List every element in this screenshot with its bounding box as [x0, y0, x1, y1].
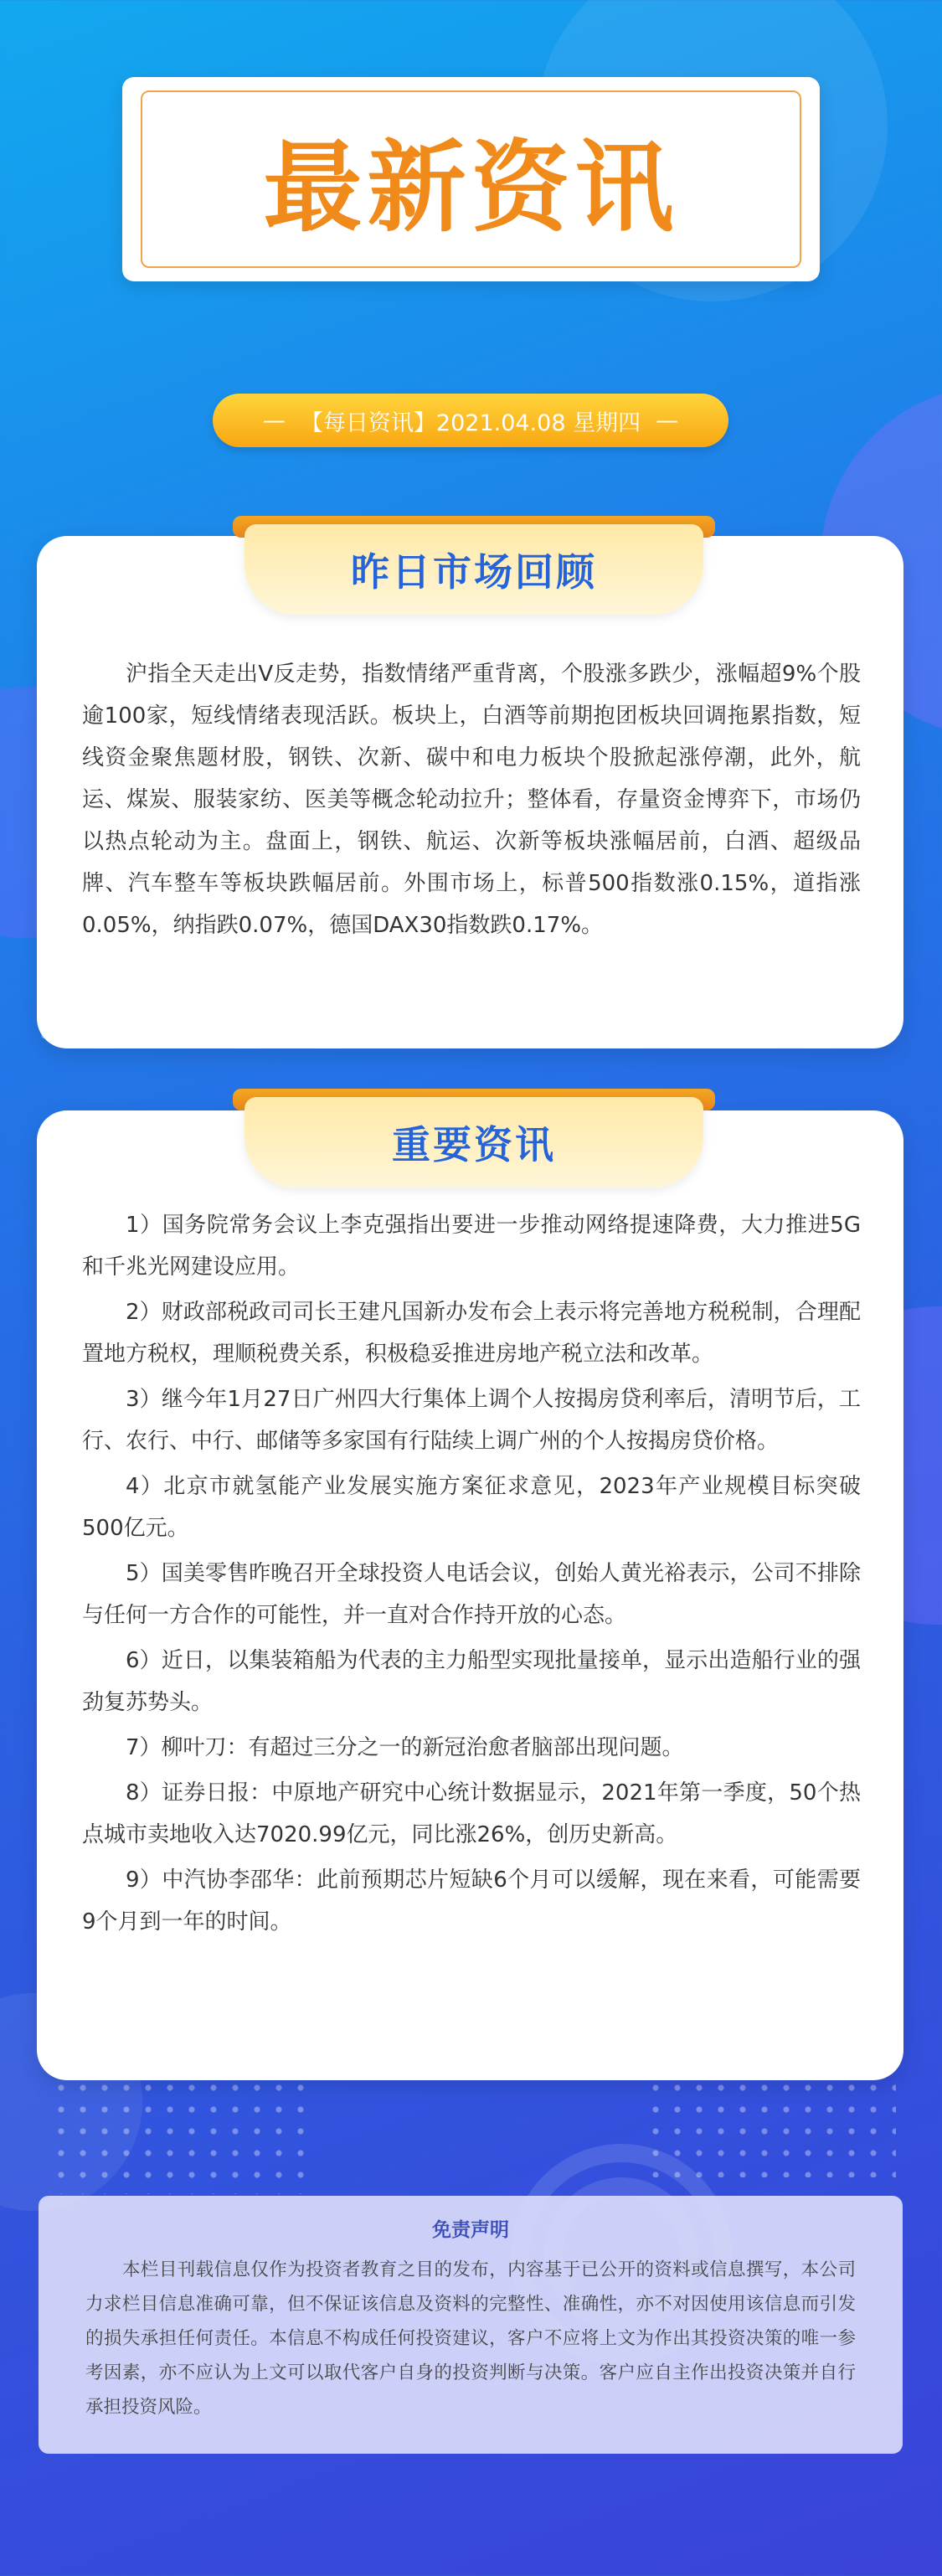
dash-left: —: [262, 407, 286, 434]
news-item: 3）继今年1月27日广州四大行集体上调个人按揭房贷利率后，清明节后，工行、农行、中行、邮储等多家国有行陆续上调广州的个人按揭房贷价格。: [82, 1387, 861, 1454]
market-review-tab: [245, 524, 703, 615]
background-dot-pattern: [645, 2077, 896, 2177]
news-list: [82, 1204, 861, 1946]
news-item: 9）中汽协李邵华：此前预期芯片短缺6个月可以缓解，现在来看，可能需要9个月到一年的时间。: [82, 1868, 861, 1935]
news-item: 5）国美零售昨晚召开全球投资人电话会议，创始人黄光裕表示，公司不排除与任何一方合作的可能性，并一直对合作持开放的心态。: [82, 1561, 861, 1628]
page-title: 最新资讯: [263, 130, 679, 245]
important-news-heading: 重要资讯: [392, 1122, 556, 1167]
dash-right: —: [656, 407, 679, 434]
disclaimer-title: 免责声明: [432, 2219, 509, 2241]
market-review-heading: 昨日市场回顾: [351, 549, 597, 595]
title-banner: [122, 77, 820, 281]
news-item: 2）财政部税政司司长王建凡国新办发布会上表示将完善地方税税制，合理配置地方税权，理顺税费关系，积极稳妥推进房地产税立法和改革。: [82, 1300, 861, 1367]
news-item: 1）国务院常务会议上李克强指出要进一步推动网络提速降费，大力推进5G和千兆光网建设应用。: [82, 1213, 861, 1280]
background-dot-pattern: [50, 2077, 318, 2194]
news-item: 4）北京市就氢能产业发展实施方案征求意见，2023年产业规模目标突破500亿元。: [82, 1474, 861, 1541]
title-frame: [141, 90, 801, 268]
important-news-tab: [245, 1097, 703, 1188]
news-item: 7）柳叶刀：有超过三分之一的新冠治愈者脑部出现问题。: [126, 1735, 684, 1760]
market-review-body: 沪指全天走出V反走势，指数情绪严重背离，个股涨多跌少，涨幅超9%个股逾100家，短线情绪表现活跃。板块上，白酒等前期抱团板块回调拖累指数，短线资金聚焦题材股，钢铁、次新、碳中和电力板块个股掀起涨停潮，此外，航运、煤炭、服装家纺、医美等概念轮动拉升；整体看，存量资金博弈下，市场仍以热点轮动为主。盘面上，钢铁、航运、次新等板块涨幅居前，白酒、超级品牌、汽车整车等板块跌幅居前。外围市场上，标普500指数涨0.15%，道指涨0.05%，纳指跌0.07%，德国DAX30指数跌0.17%。: [82, 662, 861, 938]
date-label: 【每日资讯】2021.04.08 星期四: [300, 410, 641, 436]
date-badge: [213, 394, 728, 447]
news-item: 6）近日，以集装箱船为代表的主力船型实现批量接单，显示出造船行业的强劲复苏势头。: [82, 1648, 861, 1715]
news-item: 8）证券日报：中原地产研究中心统计数据显示，2021年第一季度，50个热点城市卖地收入达7020.99亿元，同比涨26%，创历史新高。: [82, 1780, 861, 1847]
disclaimer-body: 本栏目刊载信息仅作为投资者教育之目的发布，内容基于已公开的资料或信息撰写，本公司力求栏目信息准确可靠，但不保证该信息及资料的完整性、准确性，亦不对因使用该信息而引发的损失承担任何责任。本信息不构成任何投资建议，客户不应将上文为作出其投资决策的唯一参考因素，亦不应认为上文可以取代客户自身的投资判断与决策。客户应自主作出投资决策并自行承担投资风险。: [85, 2259, 856, 2418]
disclaimer-box: [39, 2196, 903, 2454]
